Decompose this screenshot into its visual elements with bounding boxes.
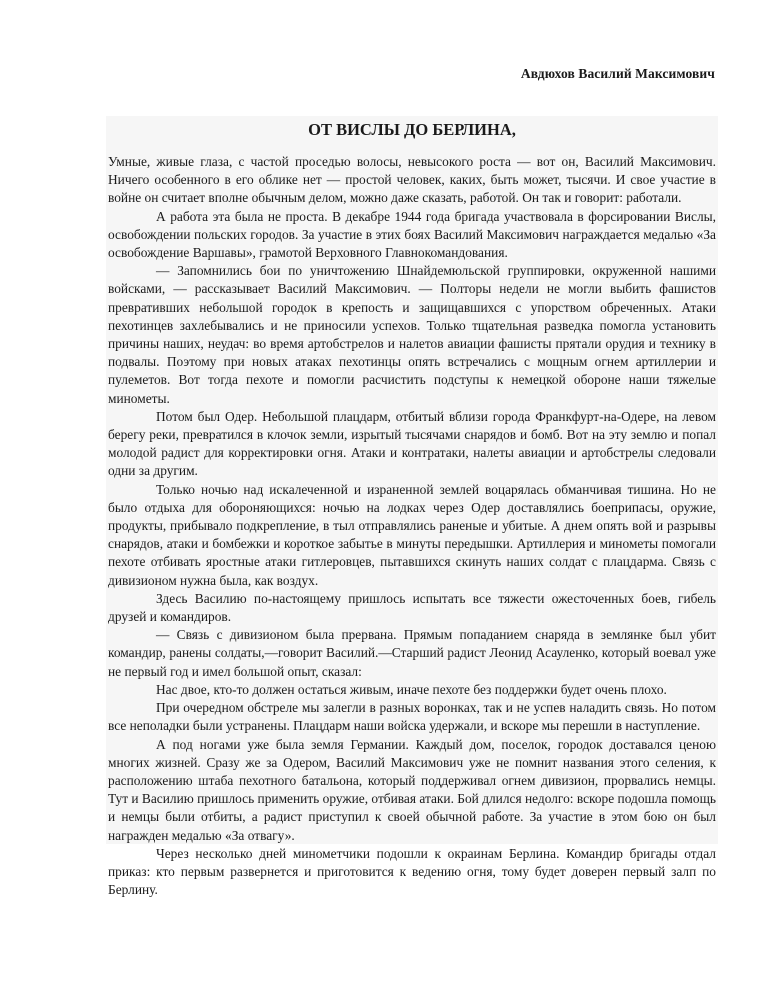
paragraph: Потом был Одер. Небольшой плацдарм, отбитый вблизи города Франкфурт-на-Одере, на левом берегу реки, превратился в клочок земли, изрытый тысячами снарядов и бомб. Вот на эту землю и попал молодой радист для корректировки огня. Атаки и контратаки, налеты авиации и артобстрелы следовали одни за другим. [108, 408, 716, 479]
article-body [106, 116, 718, 898]
paragraph: Только ночью над искалеченной и израненной землей воцарялась обманчивая тишина. Но не было отдыха для обороняющихся: ночью на лодках через Одер доставлялись боеприпасы, оружие, продукты, прибывало подкрепление, в тыл отправлялись раненые и убитые. А днем опять вой и разрывы снарядов, атаки и бомбежки и короткое забытье в минуты передышки. Артиллерия и минометы помогали пехоте отбивать яростные атаки гитлеровцев, пытавшихся скинуть наших солдат с плацдарма. Связь с дивизионом нужна была, как воздух. [108, 481, 716, 588]
paragraph: А под ногами уже была земля Германии. Каждый дом, поселок, городок доставался ценою многих жизней. Сразу же за Одером, Василий Максимович уже не помнит названия этого селения, к расположению штаба пехотного батальона, который поддерживал огнем дивизион, прорвались немцы. Тут и Василию пришлось применить оружие, отбивая атаки. Бой длился недолго: вскоре подошла помощь и немцы были отбиты, а радист приступил к своей обычной работе. За участие в этом бою он был награжден медалью «За отвагу». [108, 736, 717, 843]
paragraph: — Связь с дивизионом была прервана. Прямым попаданием снаряда в землянке был убит командир, ранены солдаты,—говорит Василий.—Старший радист Леонид Асауленко, который воевал уже не первый год и имел большой опыт, сказал: [108, 627, 716, 679]
article-title: ОТ ВИСЛЫ ДО БЕРЛИНА, [308, 120, 516, 139]
paragraph: При очередном обстреле мы залегли в разных воронках, так и не успев наладить связь. Но потом все неполадки были устранены. Плацдарм наши войска удержали, и вскоре мы перешли в наступление. [108, 700, 716, 734]
paragraph: А работа эта была не проста. В декабре 1944 года бригада участвовала в форсировании Вислы, освобождении польских городов. За участие в этих боях Василий Максимович награждается медалью «За освобождение Варшавы», грамотой Верховного Главнокомандования. [108, 208, 716, 261]
paragraph: Нас двое, кто-то должен остаться живым, иначе пехоте без поддержки будет очень плохо. [156, 681, 667, 697]
paragraph: Умные, живые глаза, с частой проседью волосы, невысокого роста — вот он, Василий Максимович. Ничего особенного в его облике нет — простой человек, каких, быть может, тысячи. И свое участие в войне он считает вполне обычным делом, можно даже сказать, работой. Он так и говорит: работали. [108, 154, 716, 206]
paragraph: — Запомнились бои по уничтожению Шнайдемюльской группировки, окруженной нашими войсками, — рассказывает Василий Максимович. — Полторы недели не могли выбить фашистов превративших небольшой городок в крепость и защищавшихся с упорством обреченных. Атаки пехотинцев захлебывались и не приносили успехов. Только тщательная разведка помогла установить причины наших, неудач: во время артобстрелов и налетов авиации фашисты прятали орудия и технику в подвалы. Поэтому при новых атаках пехотинцы опять встречались с мощным огнем артиллерии и пулеметов. Вот тогда пехоте и помогли расчистить подступы к немецкой обороне наши тяжелые минометы. [108, 263, 716, 406]
paragraph: Через несколько дней минометчики подошли к окраинам Берлина. Командир бригады отдал приказ: кто первым развернется и приготовится к ведению огня, тому будет доверен первый залп по Берлину. [108, 845, 716, 898]
paragraph: Здесь Василию по-настоящему пришлось испытать все тяжести ожесточенных боев, гибель друзей и командиров. [108, 590, 716, 625]
author-name: Авдюхов Василий Максимович [520, 66, 715, 81]
